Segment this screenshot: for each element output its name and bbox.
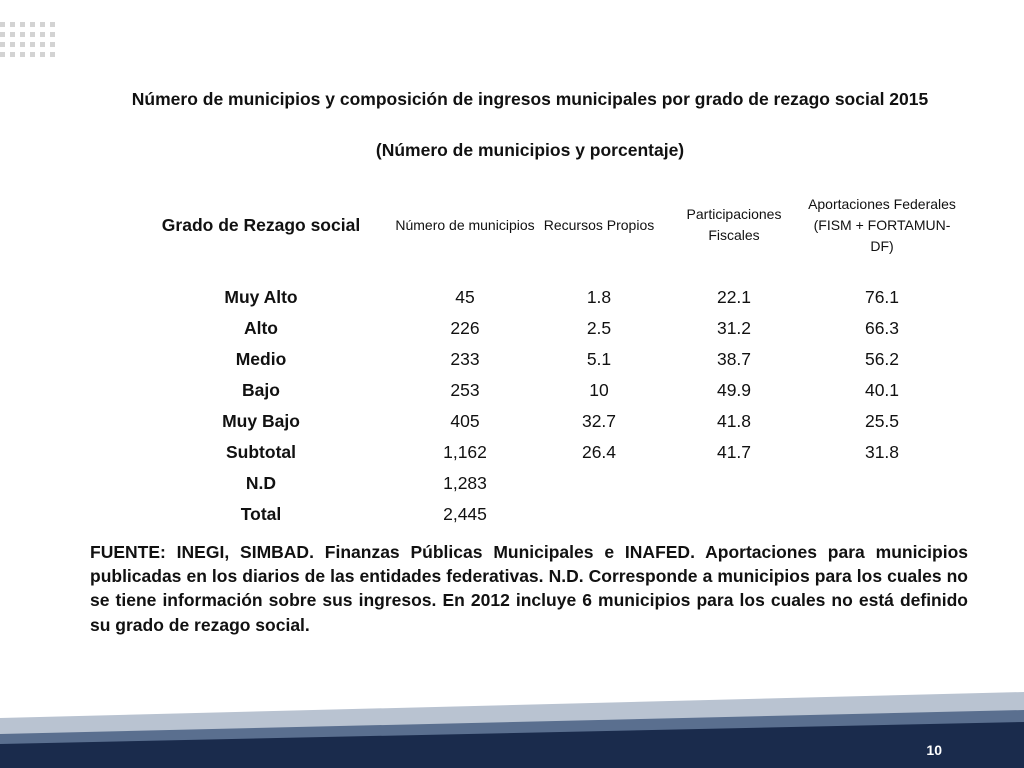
table-cell: 22.1 [716,287,752,307]
dot [0,42,5,47]
footer-band [0,688,1024,768]
header-aportaciones: Aportaciones Federales (FISM + FORTAMUN-DF) [808,195,956,254]
table-cell [538,499,660,530]
table-cell: 1.8 [586,287,612,307]
row-label: Total [240,504,282,524]
table-cell: 76.1 [864,287,900,307]
table-cell: 25.5 [864,411,900,431]
table-cell [660,499,808,530]
dot [20,42,25,47]
source-note [90,540,968,637]
table-cell: 40.1 [864,380,900,400]
table-row [130,437,956,468]
row-label: N.D [245,473,277,493]
header-grado: Grado de Rezago social [161,214,361,235]
row-label: Bajo [242,380,280,400]
table-cell: 66.3 [864,318,900,338]
table-cell: 2.5 [586,318,612,338]
table-cell: 253 [450,380,480,400]
row-label: Alto [243,318,279,338]
header-recursos-propios: Recursos Propios [543,216,655,233]
dot [20,32,25,37]
dot [50,32,55,37]
table-row [130,282,956,313]
table-cell [660,468,808,499]
dot [30,42,35,47]
table-cell: 405 [450,411,480,431]
source-note-text: FUENTE: INEGI, SIMBAD. Finanzas Públicas Municipales e INAFED. Aportaciones para municipios publicadas en los diarios de las entidades federativas. N.D. Corresponde a municipios para los cuales no se tiene información sobre sus ingresos. En 2012 incluye 6 municipios para los cuales no está definido su grado de rezago social. [90,542,968,635]
table-row [130,344,956,375]
table-header-row [130,168,956,282]
table-row [130,375,956,406]
table-cell [808,499,956,530]
table-cell: 45 [455,287,475,307]
decorative-dot-grid [0,22,66,62]
table-cell: 5.1 [586,349,612,369]
table-cell: 41.7 [716,442,752,462]
dot [50,52,55,57]
rezago-table [130,168,956,530]
table-cell: 41.8 [716,411,752,431]
dot [20,22,25,27]
row-label: Subtotal [226,442,296,462]
dot [10,32,15,37]
row-label: Medio [235,349,287,369]
table-cell: 226 [450,318,480,338]
dot [40,22,45,27]
dot [10,22,15,27]
header-numero-municipios: Número de municipios [395,216,535,233]
table-cell: 26.4 [581,442,617,462]
dot [0,22,5,27]
dot [40,42,45,47]
dot [0,52,5,57]
dot [10,52,15,57]
page-number: 10 [926,742,942,758]
table-cell: 31.8 [864,442,900,462]
table-cell: 49.9 [716,380,752,400]
table-cell: 10 [589,380,609,400]
dot [40,32,45,37]
table-cell: 2,445 [443,504,487,524]
table-cell [808,468,956,499]
dot [50,22,55,27]
table-row [130,499,956,530]
table-row [130,406,956,437]
table-cell: 31.2 [716,318,752,338]
table-cell: 38.7 [716,349,752,369]
dot [40,52,45,57]
row-label: Muy Bajo [222,411,300,431]
dot [30,52,35,57]
table-cell: 233 [450,349,480,369]
row-label: Muy Alto [224,287,298,307]
dot [30,32,35,37]
table-cell: 1,162 [443,442,487,462]
table-row [130,468,956,499]
dot [0,32,5,37]
dot [10,42,15,47]
dot [50,42,55,47]
table-cell: 56.2 [864,349,900,369]
table-cell: 32.7 [581,411,617,431]
table-cell: 1,283 [443,473,487,493]
dot [20,52,25,57]
dot [30,22,35,27]
header-participaciones: Participaciones Fiscales [686,206,782,243]
table-cell [538,468,660,499]
table-row [130,313,956,344]
slide-subtitle: (Número de municipios y porcentaje) [375,140,685,160]
slide-title: Número de municipios y composición de ingresos municipales por grado de rezago social 2015 [131,89,929,109]
